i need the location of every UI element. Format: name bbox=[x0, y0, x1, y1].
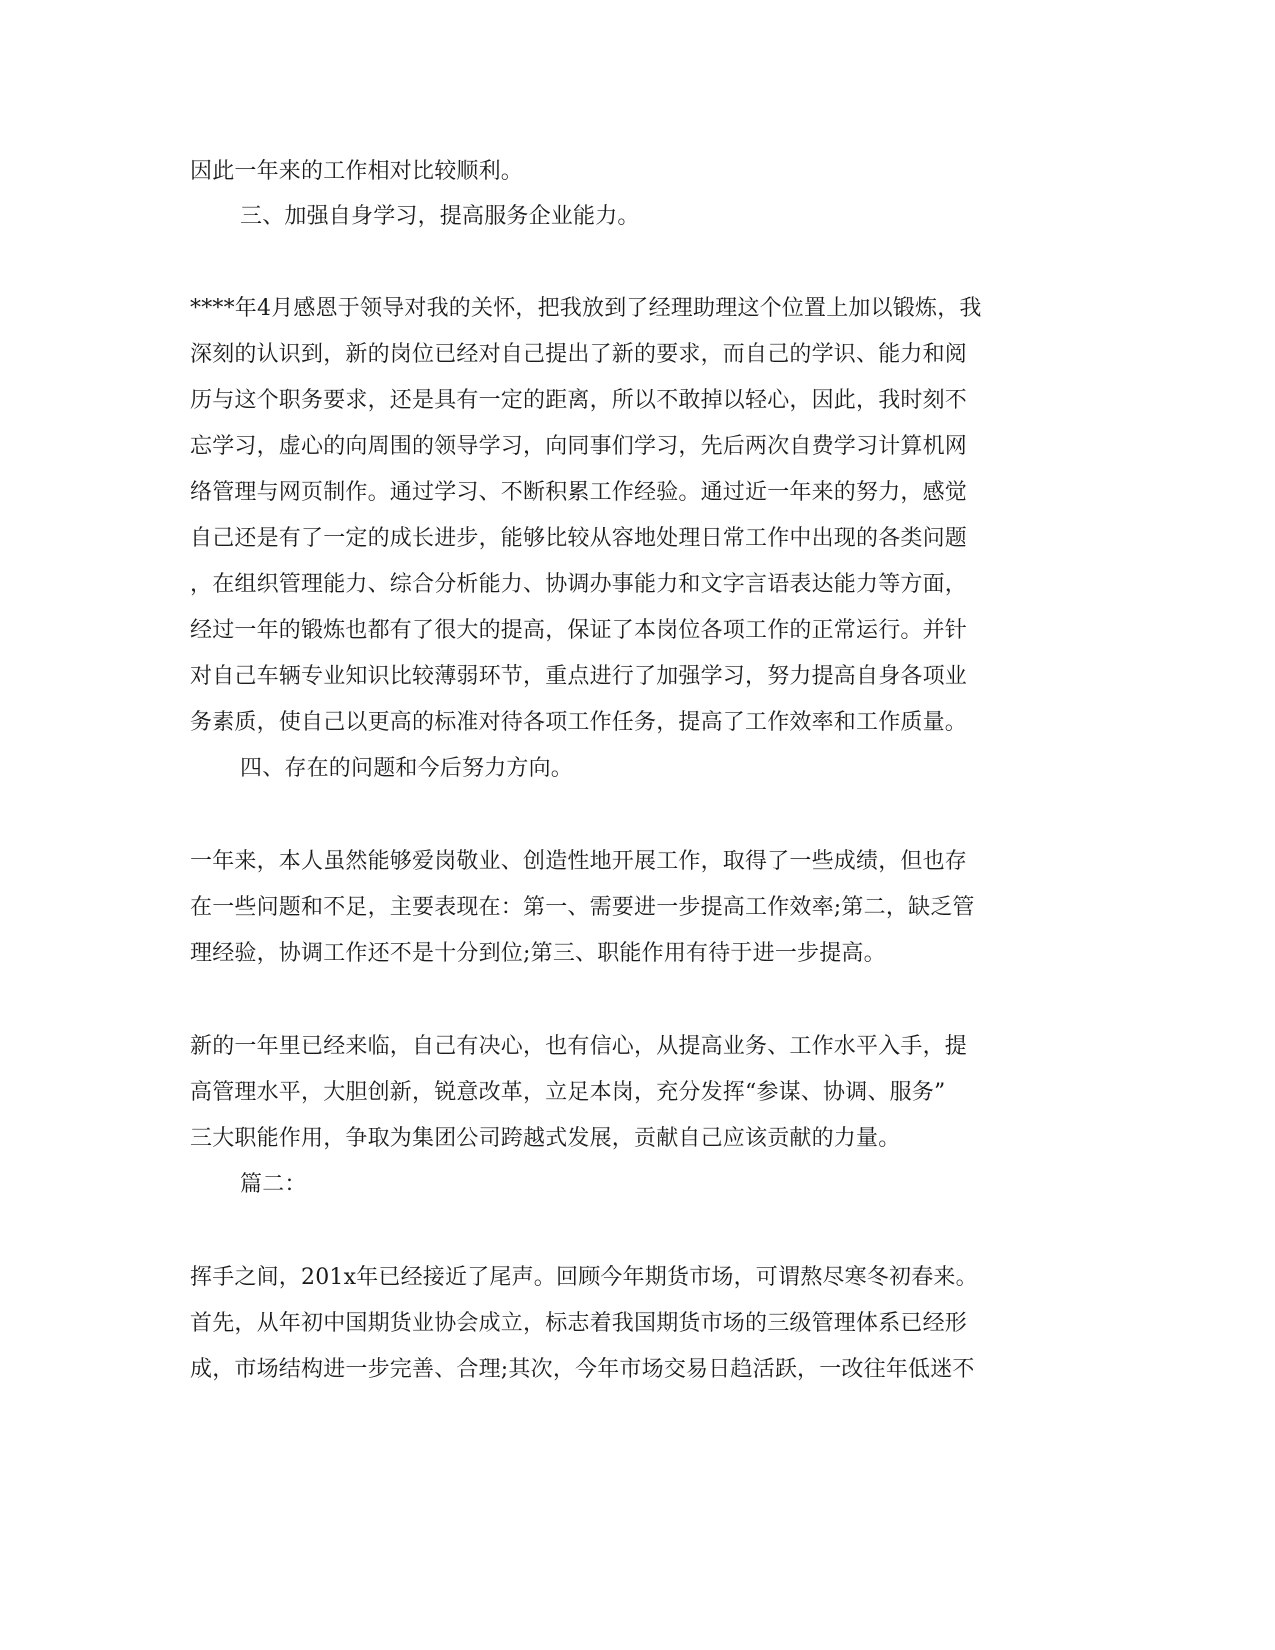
text-line: 因此一年来的工作相对比较顺利。 bbox=[190, 159, 524, 184]
text-line: 忘学习，虚心的向周围的领导学习，向同事们学习，先后两次自费学习计算机网 bbox=[190, 434, 968, 459]
text-line: 经过一年的锻炼也都有了很大的提高，保证了本岗位各项工作的正常运行。并针 bbox=[190, 618, 968, 643]
text-line: ****年4月感恩于领导对我的关怀，把我放到了经理助理这个位置上加以锻炼，我 bbox=[190, 296, 982, 321]
text-line: 深刻的认识到，新的岗位已经对自己提出了新的要求，而自己的学识、能力和阅 bbox=[190, 342, 968, 367]
text-line: 理经验，协调工作还不是十分到位;第三、职能作用有待于进一步提高。 bbox=[190, 941, 886, 966]
section-heading-4: 四、存在的问题和今后努力方向。 bbox=[240, 756, 574, 781]
section-heading-3: 三、加强自身学习，提高服务企业能力。 bbox=[240, 204, 640, 229]
text-line: 络管理与网页制作。通过学习、不断积累工作经验。通过近一年来的努力，感觉 bbox=[190, 480, 968, 505]
text-line: 新的一年里已经来临，自己有决心，也有信心，从提高业务、工作水平入手，提 bbox=[190, 1034, 968, 1059]
text-line: 历与这个职务要求，还是具有一定的距离，所以不敢掉以轻心，因此，我时刻不 bbox=[190, 388, 968, 413]
text-line: 高管理水平，大胆创新，锐意改革，立足本岗，充分发挥“参谋、协调、服务” bbox=[190, 1080, 946, 1105]
text-line: 挥手之间，201x年已经接近了尾声。回顾今年期货市场，可谓熬尽寒冬初春来。 bbox=[190, 1265, 978, 1290]
text-line: 三大职能作用，争取为集团公司跨越式发展，贡献自己应该贡献的力量。 bbox=[190, 1126, 901, 1151]
text-line: 对自己车辆专业知识比较薄弱环节，重点进行了加强学习，努力提高自身各项业 bbox=[190, 664, 968, 689]
text-line: 在一些问题和不足，主要表现在：第一、需要进一步提高工作效率;第二，缺乏管 bbox=[190, 895, 975, 920]
text-line: ，在组织管理能力、综合分析能力、协调办事能力和文字言语表达能力等方面， bbox=[190, 572, 968, 597]
text-line: 务素质，使自己以更高的标准对待各项工作任务，提高了工作效率和工作质量。 bbox=[190, 710, 968, 735]
text-line: 自己还是有了一定的成长进步，能够比较从容地处理日常工作中出现的各类问题 bbox=[190, 526, 968, 551]
text-line: 成，市场结构进一步完善、合理;其次，今年市场交易日趋活跃，一改往年低迷不 bbox=[190, 1357, 975, 1382]
chapter-heading: 篇二： bbox=[240, 1172, 307, 1197]
text-line: 首先，从年初中国期货业协会成立，标志着我国期货市场的三级管理体系已经形 bbox=[190, 1311, 968, 1336]
text-line: 一年来，本人虽然能够爱岗敬业、创造性地开展工作，取得了一些成绩，但也存 bbox=[190, 849, 968, 874]
